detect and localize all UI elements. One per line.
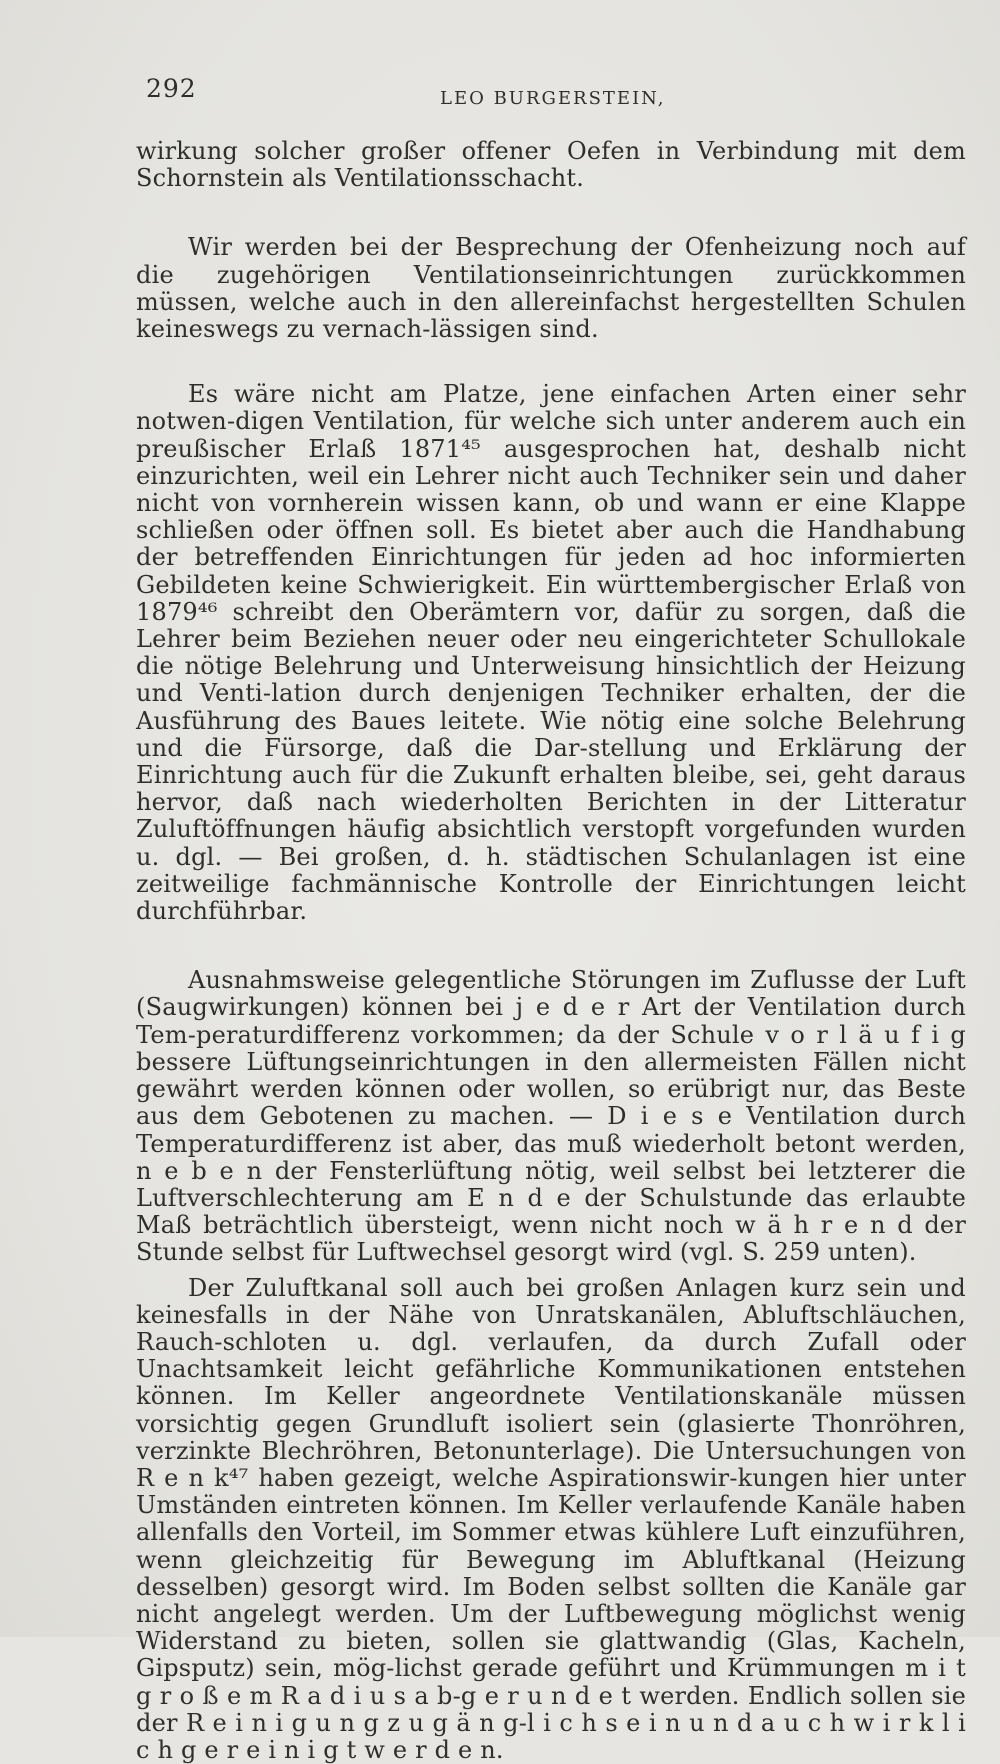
paragraph-continuation: wirkung solcher großer offener Oefen in Verbindung mit dem Schornstein als Ventilationsschacht. bbox=[136, 137, 966, 193]
running-head: LEO BURGERSTEIN, bbox=[440, 88, 666, 109]
paragraph-ofenheizung: Wir werden bei der Besprechung der Ofenheizung noch auf die zugehörigen Ventilationseinrichtungen zurückkommen müssen, welche auch in den allereinfachst hergestellten Schulen keineswegs zu vernach-lässigen sind. bbox=[136, 233, 966, 344]
page-number: 292 bbox=[146, 74, 197, 103]
paragraph-zuluftkanal: Der Zuluftkanal soll auch bei großen Anlagen kurz sein und keinesfalls in der Nähe von Unratskanälen, Abluftschläuchen, Rauch-schloten u. dgl. verlaufen, da durch Zufall oder Unachtsamkeit leicht gefährliche Kommunikationen entstehen können. Im Keller angeordnete Ventilationskanäle müssen vorsichtig gegen Grundluft isoliert sein (glasierte Thonröhren, verzinkte Blechröhren, Betonunterlage). Die Untersuchungen von R e n k⁴⁷ haben gezeigt, welche Aspirationswir-kungen hier unter Umständen eintreten können. Im Keller verlaufende Kanäle haben allenfalls den Vorteil, im Sommer etwas kühlere Luft einzuführen, wenn gleichzeitig für Bewegung im Abluftkanal (Heizung desselben) gesorgt wird. Im Boden selbst sollten die Kanäle gar nicht angelegt werden. Um der Luftbewegung möglichst wenig Widerstand zu bieten, sollen sie glattwandig (Glas, Kacheln, Gipsputz) sein, mög-lichst gerade geführt und Krümmungen m i t g r o ß e m R a d i u s a b-g e r u n d e t werden. Endlich sollen sie der R e i n i g u n g z u g ä n g-l i c h s e i n u n d a u c h w i r k l i c h g e r e i n i g t w e r d e n. bbox=[136, 1273, 966, 1764]
paragraph-erlass: Es wäre nicht am Platze, jene einfachen Arten einer sehr notwen-digen Ventilation, für welche sich unter anderem auch ein preußischer Erlaß 1871⁴⁵ ausgesprochen hat, deshalb nicht einzurichten, weil ein Lehrer nicht auch Techniker sein und daher nicht von vornherein wissen kann, ob und wann er eine Klappe schließen oder öffnen soll. Es bietet aber auch die Handhabung der betreffenden Einrichtungen für jeden ad hoc informierten Gebildeten keine Schwierigkeit. Ein württembergischer Erlaß von 1879⁴⁶ schreibt den Oberämtern vor, dafür zu sorgen, daß die Lehrer beim Beziehen neuer oder neu eingerichteter Schullokale die nötige Belehrung und Unterweisung hinsichtlich der Heizung und Venti-lation durch denjenigen Techniker erhalten, der die Ausführung des Baues leitete. Wie nötig eine solche Belehrung und die Fürsorge, daß die Dar-stellung und Erklärung der Einrichtung auch für die Zukunft erhalten bleibe, sei, geht daraus hervor, daß nach wiederholten Berichten in der Litteratur Zuluftöffnungen häufig absichtlich verstopft vorgefunden wurden u. dgl. — Bei großen, d. h. städtischen Schulanlagen ist eine zeitweilige fachmännische Kontrolle der Einrichtungen leicht durchführbar. bbox=[136, 380, 966, 926]
body-text bbox=[136, 138, 966, 1764]
paragraph-stoerungen: Ausnahmsweise gelegentliche Störungen im Zuflusse der Luft (Saugwirkungen) können bei j e d e r Art der Ventilation durch Tem-peraturdifferenz vorkommen; da der Schule v o r l ä u f i g bessere Lüftungseinrichtungen in den allermeisten Fällen nicht gewährt werden können oder wollen, so erübrigt nur, das Beste aus dem Gebotenen zu machen. — D i e s e Ventilation durch Temperaturdifferenz ist aber, das muß wiederholt betont werden, n e b e n der Fensterlüftung nötig, weil selbst bei letzterer die Luftverschlechterung am E n d e der Schulstunde das erlaubte Maß beträchtlich übersteigt, wenn nicht noch w ä h r e n d der Stunde selbst für Luftwechsel gesorgt wird (vgl. S. 259 unten). bbox=[136, 966, 966, 1267]
page-header bbox=[140, 74, 950, 110]
